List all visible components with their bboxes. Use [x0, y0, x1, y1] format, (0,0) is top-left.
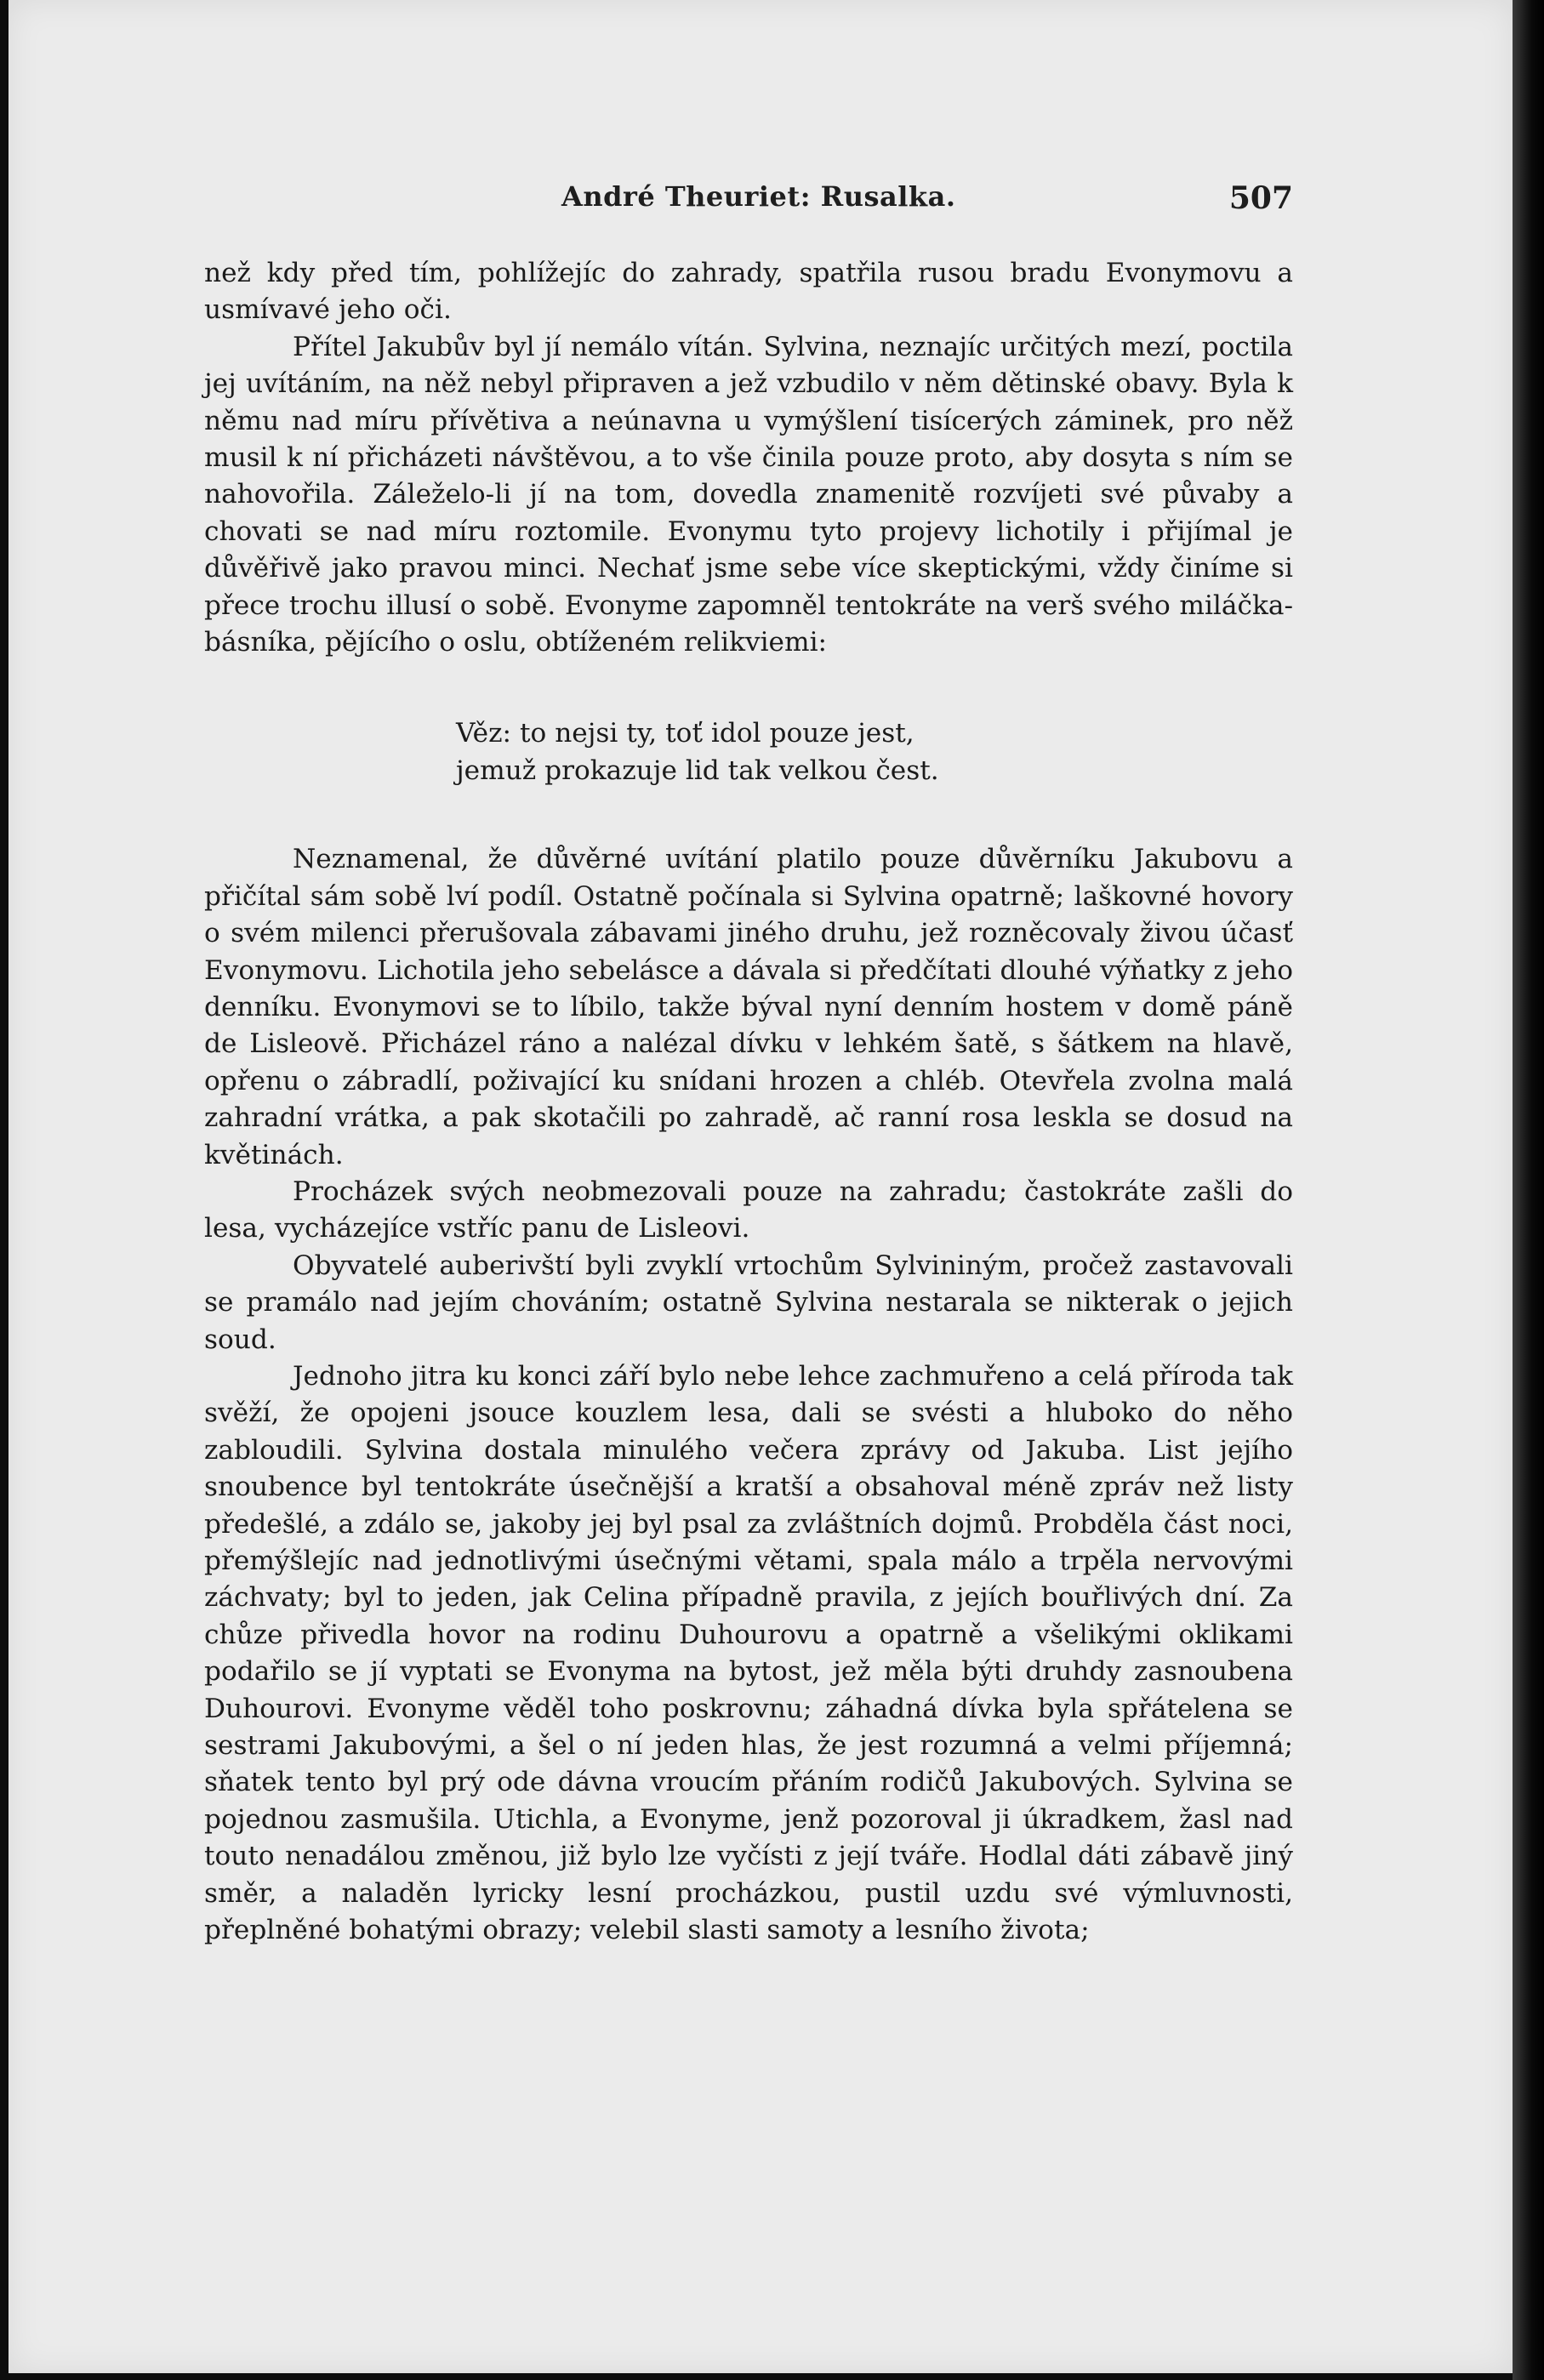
- page-number: 507: [1228, 180, 1293, 216]
- paragraph-5: Obyvatelé auberivští byli zvyklí vrtochům Sylvininým, pročež zastavovali se pramálo nad jejím chováním; ostatně Sylvina nestarala se nikterak o jejich soud.: [204, 1250, 1293, 1355]
- verse-line-1: Věz: to nejsi ty, toť idol pouze jest,: [456, 718, 914, 749]
- paragraph-6: Jednoho jitra ku konci září bylo nebe lehce zachmuřeno a celá příroda tak svěží, že opojeni jsouce kouzlem lesa, dali se svésti a hluboko do něho zabloudili. Sylvina dostala minulého večera zprávy od Jakuba. List jejího snoubence byl tentokráte úsečnější a kratší a obsahoval méně zpráv než listy předešlé, a zdálo se, jakoby jej byl psal za zvláštních dojmů. Probděla část noci, přemýšlejíc nad jednotlivými úsečnými větami, spala málo a trpěla nervovými záchvaty; byl to jeden, jak Celina případně pravila, z jejích bouřlivých dní. Za chůze přivedla hovor na rodinu Duhourovu a opatrně a všelikými oklikami podařilo se jí vyptati se Evonyma na bytost, jež měla býti druhdy zasnoubena Duhourovi. Evonyme věděl toho poskrovnu; záhadná dívka byla spřátelena se sestrami Jakubovými, a šel o ní jeden hlas, že jest rozumná a velmi příjemná; sňatek tento byl prý ode dávna vroucím přáním rodičů Jakubových. Sylvina se pojednou zasmušila. Utichla, a Evonyme, jenž pozoroval ji úkradkem, žasl nad touto nenadálou změnou, již bylo lze vyčísti z její tváře. Hodlal dáti zábavě jiný směr, a naladěn lyricky lesní procházkou, pustil uzdu své výmluvnosti, přeplněné bohatými obrazy; velebil slasti samoty a lesního života;: [204, 1360, 1293, 1946]
- verse-line-2: jemuž prokazuje lid tak velkou čest.: [456, 754, 939, 786]
- paragraph-3: Neznamenal, že důvěrné uvítání platilo pouze důvěrníku Jakubovu a přičítal sám sobě lví podíl. Ostatně počínala si Sylvina opatrně; laškovné hovory o svém milenci přerušovala zábavami jiného druhu, jež rozněcovaly živou účasť Evonymovu. Lichotila jeho sebelásce a dávala si předčítati dlouhé výňatky z jeho denníku. Evonymovi se to líbilo, takže býval nyní denním hostem v domě páně de Lisleově. Přicházel ráno a nalézal dívku v lehkém šatě, s šátkem na hlavě, opřenu o zábradlí, poživající ku snídani hrozen a chléb. Otevřela zvolna malá zahradní vrátka, a pak skotačili po zahradě, ač ranní rosa leskla se dosud na květinách.: [204, 844, 1293, 1170]
- paragraph-2: Přítel Jakubův byl jí nemálo vítán. Sylvina, neznajíc určitých mezí, poctila jej uvítáním, na něž nebyl připraven a jež vzbudilo v něm dětinské obavy. Byla k němu nad míru přívětiva a neúnavna u vymýšlení tisícerých záminek, pro něž musil k ní přicházeti návštěvou, a to vše činila pouze proto, aby dosyta s ním se nahovořila. Záleželo-li jí na tom, dovedla znamenitě rozvíjeti své půvaby a chovati se nad míru roztomile. Evonymu tyto projevy lichotily i přijímal je důvěřivě jako pravou minci. Nechať jsme sebe více skeptickými, vždy činíme si přece trochu illusí o sobě. Evonyme zapomněl tentokráte na verš svého miláčka-básníka, pějícího o oslu, obtíženém relikviemi:: [204, 331, 1293, 658]
- book-page: [9, 0, 1513, 2373]
- running-title: André Theuriet: Rusalka.: [561, 180, 956, 213]
- paragraph-1: než kdy před tím, pohlížejíc do zahrady, spatřila rusou bradu Evonymovu a usmívavé jeho oči.: [204, 258, 1293, 326]
- paragraph-4: Procházek svých neobmezovali pouze na zahradu; častokráte zašli do lesa, vycházejíce vstříc panu de Lisleovi.: [204, 1176, 1293, 1244]
- page-header: [204, 180, 1293, 231]
- scan-border: [1513, 0, 1544, 2380]
- body-text: [204, 255, 1293, 1949]
- verse-quote: [456, 715, 1293, 789]
